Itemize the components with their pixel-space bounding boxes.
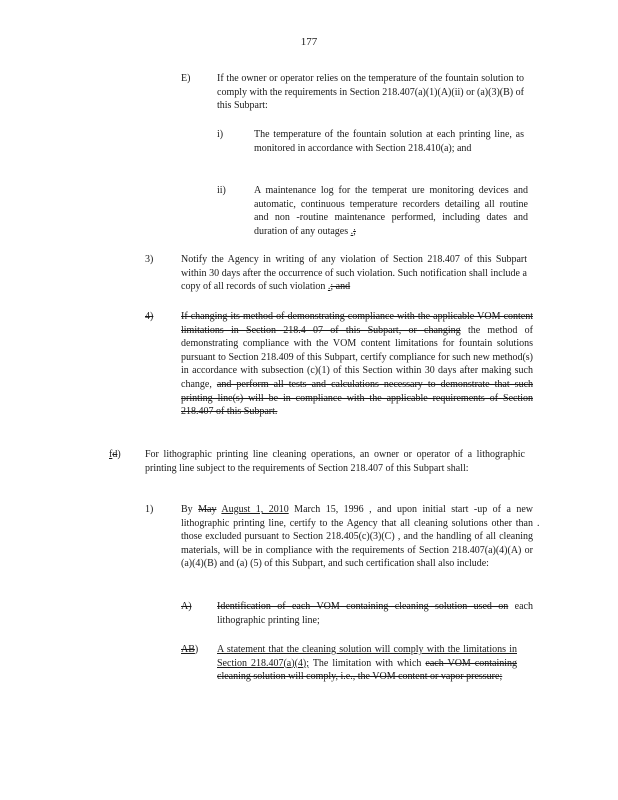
inserted-text: A statement that the cleaning solution will comply with the limitations in Section 218.407(a)(4);: [217, 644, 517, 669]
item-label-1: 1): [145, 504, 154, 515]
item-3-text: Notify the Agency in writing of any violation of Section 218.407 of this Subpart within 30 days after the occurrence of such violation. Such notification shall include a copy of all records of such violation: [181, 254, 527, 293]
deleted-text: ;: [353, 225, 356, 237]
item-f-text: For lithographic printing line cleaning operations, an owner or operator of a lithographic printing line subject to the requirements of Section 218.407 of this Subpart shall:: [145, 449, 525, 474]
item-label-3: 3): [145, 254, 154, 265]
item-E-text: If the owner or operator relies on the temperature of the fountain solution to comply with the requirements in Section 218.407(a)(1)(A)(ii) or (a)(3)(B) of this Subpart:: [217, 73, 524, 112]
item-label-4: 4): [145, 311, 154, 322]
deleted-text: ; and: [330, 281, 351, 293]
item-i-text: The temperature of the fountain solution at each printing line, as monitored in accordance with Section 218.410(a); and: [254, 129, 524, 154]
inserted-text: .: [327, 281, 331, 293]
deleted-text: and perform all tests and calculations necessary to demonstrate that such printing line(s) will be in compliance with the applicable requirements of Section 218.407 of this Subpart.: [181, 378, 534, 418]
deleted-text: May: [198, 504, 217, 515]
inserted-text: August 1, 2010: [221, 504, 289, 515]
item-4-text: the method of demonstrating compliance with the VOM content limitations for fountain solutions pursuant to Section 218.409 of this Subpart, certify compliance for such new method(s) in accordance with subsection (c)(1) of this Section within 30 days after making such change,: [181, 324, 533, 390]
item-A-paragraph: [217, 600, 533, 627]
margin-mark: .: [537, 518, 540, 529]
item-AB-text: The limitation with which: [312, 657, 422, 669]
item-1-text: March 15, 1996 , and upon initial start -up of a new lithographic printing line, certify to the Agency that all cleaning solutions other than those excluded pursuant to Section 218.405(c)(3)(C) , and the handling of all cleaning materials, will be in compliance with the requirements of Section 218.407(a)(4)(A) or (a)(4)(B) and (a) (5) of this Subpart, and such certification shall also include:: [181, 504, 534, 570]
deleted-text: Identification of each VOM containing cleaning solution used on: [217, 601, 509, 612]
deleted-text: If changing its method of demonstrating compliance with the applicable VOM content limitations in Section 218.4 07 of this Subpart, or changing: [181, 311, 533, 336]
item-3-paragraph: [181, 253, 527, 294]
item-label-f: fd): [109, 449, 121, 460]
inserted-text: .: [350, 225, 354, 237]
item-label-ii: ii): [217, 185, 226, 196]
deleted-text: each VOM containing cleaning solution will comply, i.e., the VOM content or vapor pressure;: [217, 657, 518, 683]
item-label-AB: AB): [181, 644, 199, 655]
item-AB-paragraph: [217, 643, 517, 684]
item-ii-paragraph: [254, 184, 528, 238]
item-label-A: A): [181, 601, 192, 612]
item-ii-text: A maintenance log for the temperat ure monitoring devices and automatic, continuous temperature recorders detailing all routine and non -routine maintenance performed, including dates and duration of any outages: [254, 185, 528, 237]
item-A-text: each lithographic printing line;: [217, 601, 533, 626]
page-number: 177: [300, 36, 318, 48]
item-1-paragraph: By May August 1, 2010 March 15, 1996 , and upon initial start -up of a new lithographic printing line, certify to the Agency that all cleaning solutions other than those excluded pursuant to Section 218.405(c)(3)(C) , and the handling of all cleaning materials, will be in compliance with the requirements of Section 218.407(a)(4)(A) or (a)(4)(B) and (a) (5) of this Subpart, and such certification shall also include:: [181, 504, 534, 570]
item-label-i: i): [217, 129, 224, 140]
item-4-paragraph: [181, 310, 533, 419]
item-label-E: E): [181, 73, 191, 84]
